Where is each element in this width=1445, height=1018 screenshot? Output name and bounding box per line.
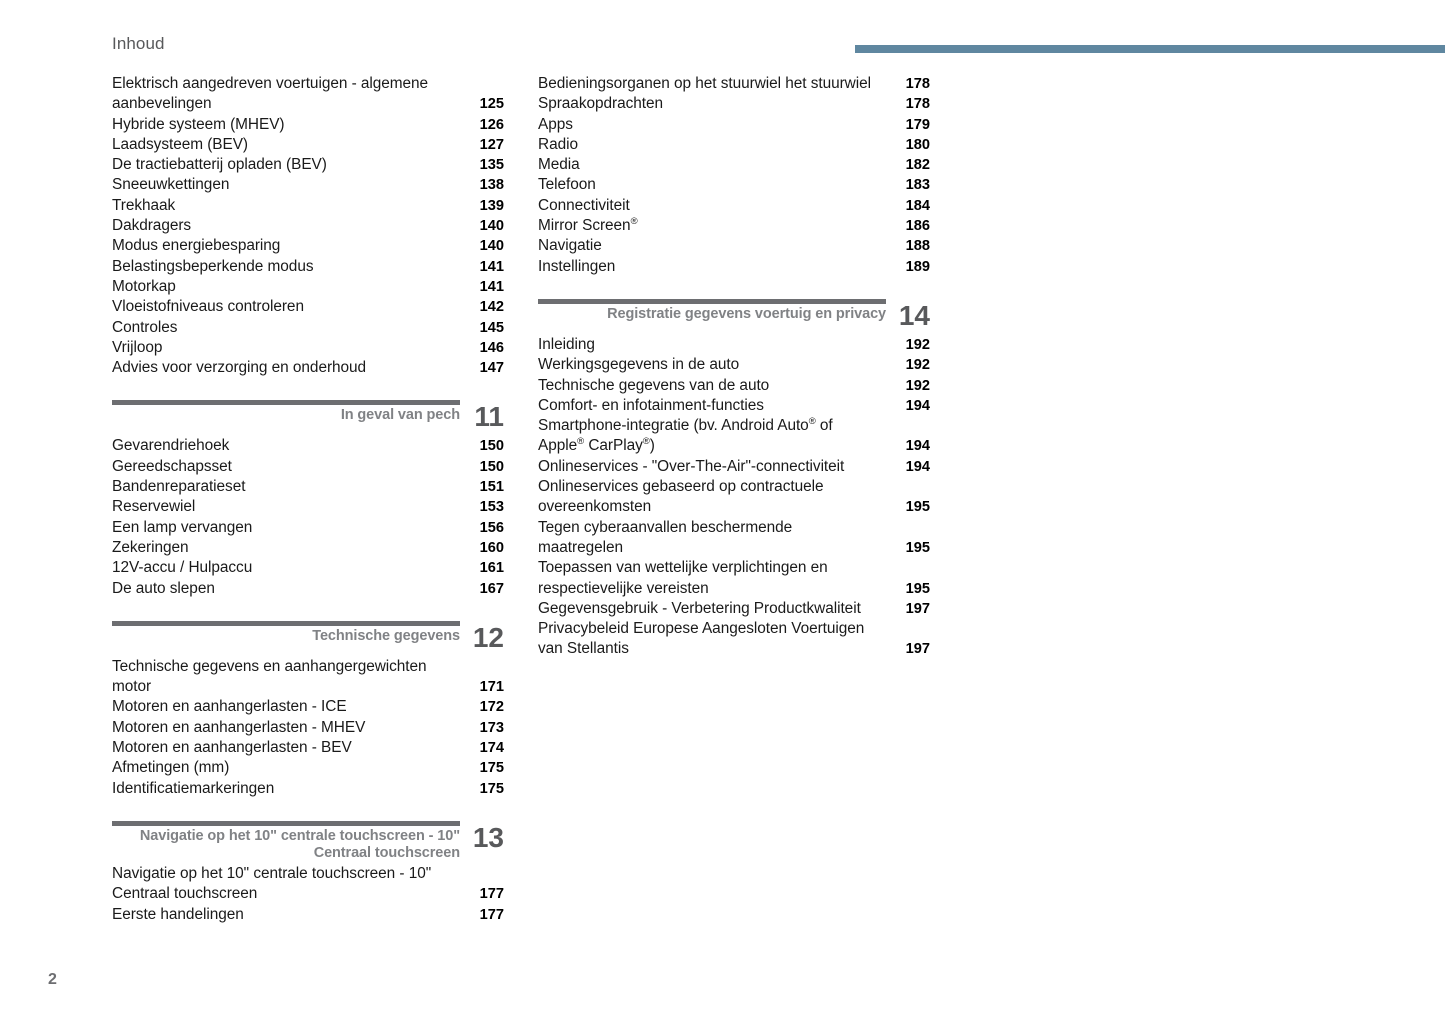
page-header xyxy=(0,0,1445,70)
toc-entry-label-spraakopdrachten: Spraakopdrachten xyxy=(538,95,663,113)
toc-entry-label-privacybeleid-europese-aangesloten-voertuigen-va: Privacybeleid Europese Aangesloten Voertuigen van Stellantis xyxy=(538,620,865,658)
toc-entry-label-motorkap: Motorkap xyxy=(112,277,176,295)
toc-entry-label-toepassen-van-wettelijke-verplichtingen-en-respe: Toepassen van wettelijke verplichtingen en respectievelijke vereisten xyxy=(538,559,828,597)
toc-entry-label-controles: Controles xyxy=(112,318,178,336)
toc-entry[interactable] xyxy=(112,518,504,538)
toc-entry[interactable] xyxy=(112,155,504,175)
toc-entry[interactable] xyxy=(112,74,504,115)
toc-entry-page-number: 139 xyxy=(479,197,504,214)
chapter-header-12[interactable] xyxy=(112,621,504,655)
toc-entry-label-hybride-systeem-mhev: Hybride systeem (MHEV) xyxy=(112,115,285,133)
toc-entry[interactable] xyxy=(538,599,930,619)
toc-entry-label-gevarendriehoek: Gevarendriehoek xyxy=(112,437,230,455)
toc-entry-label-telefoon: Telefoon xyxy=(538,176,596,194)
toc-entry-page-number: 188 xyxy=(905,238,930,255)
toc-entry-page-number: 177 xyxy=(479,906,504,923)
toc-entry[interactable] xyxy=(538,416,930,457)
toc-entry-page-number: 145 xyxy=(479,319,504,336)
toc-entry-page-number: 189 xyxy=(905,258,930,275)
toc-entry-page-number: 138 xyxy=(479,177,504,194)
toc-entry[interactable] xyxy=(538,518,930,559)
toc-entry-page-number: 150 xyxy=(479,438,504,455)
chapter-title-technische-gegevens: Technische gegevens xyxy=(312,627,460,644)
toc-entry[interactable] xyxy=(112,657,504,698)
toc-entry[interactable] xyxy=(112,457,504,477)
toc-entry[interactable] xyxy=(538,236,930,256)
toc-entry[interactable] xyxy=(538,196,930,216)
toc-entry[interactable] xyxy=(538,477,930,518)
toc-entry-label-onlineservices-over-the-air-connectiviteit: Onlineservices - "Over-The-Air"-connectiviteit xyxy=(538,457,845,475)
toc-entry-label-apps: Apps xyxy=(538,115,573,133)
toc-entry[interactable] xyxy=(112,697,504,717)
toc-entry-label-motoren-en-aanhangerlasten-ice: Motoren en aanhangerlasten - ICE xyxy=(112,698,347,716)
toc-entry-page-number: 195 xyxy=(905,499,930,516)
toc-entry-page-number: 171 xyxy=(479,679,504,696)
toc-entry-label-de-tractiebatterij-opladen-bev: De tractiebatterij opladen (BEV) xyxy=(112,156,327,174)
toc-entry-page-number: 175 xyxy=(479,760,504,777)
toc-entry-label-elektrisch-aangedreven-voertuigen-algemene-aanbe: Elektrisch aangedreven voertuigen - algemene aanbevelingen xyxy=(112,75,429,113)
toc-column-right xyxy=(538,74,930,660)
toc-entry[interactable] xyxy=(112,358,504,378)
toc-entry-label-reservewiel: Reservewiel xyxy=(112,498,196,516)
toc-entry-page-number: 195 xyxy=(905,539,930,556)
toc-entry[interactable] xyxy=(112,758,504,778)
page-title: Inhoud xyxy=(112,34,165,53)
toc-entry-page-number: 167 xyxy=(479,580,504,597)
toc-entry-page-number: 194 xyxy=(905,458,930,475)
chapter-title-navigatie-op-het-10-centrale-touchscreen-10-cent: Navigatie op het 10" centrale touchscreen - 10" Centraal touchscreen xyxy=(139,827,460,861)
toc-entry-page-number: 179 xyxy=(905,116,930,133)
toc-entry-label-gereedschapsset: Gereedschapsset xyxy=(112,457,232,475)
toc-entry[interactable] xyxy=(538,457,930,477)
toc-entry[interactable] xyxy=(112,277,504,297)
toc-entry[interactable] xyxy=(112,738,504,758)
chapter-rule xyxy=(538,299,886,304)
page-number: 2 xyxy=(48,971,57,988)
toc-entry-page-number: 177 xyxy=(479,886,504,903)
toc-entry-label-gegevensgebruik-verbetering-productkwaliteit: Gegevensgebruik - Verbetering Productkwaliteit xyxy=(538,599,861,617)
toc-entry-label-media: Media xyxy=(538,156,580,174)
toc-entry-page-number: 178 xyxy=(905,76,930,92)
toc-entry[interactable] xyxy=(538,216,930,236)
toc-entry-label-identificatiemarkeringen: Identificatiemarkeringen xyxy=(112,779,275,797)
toc-entry-page-number: 173 xyxy=(479,719,504,736)
toc-entry-label-smartphone-integratie-bv-android-auto-of-apple-c: Smartphone-integratie (bv. Android Auto® of Apple® CarPlay®) xyxy=(538,416,833,455)
chapter-number-14: 14 xyxy=(898,299,930,331)
toc-entry-page-number: 183 xyxy=(905,177,930,194)
toc-entry[interactable] xyxy=(538,94,930,114)
toc-entry-label-vloeistofniveaus-controleren: Vloeistofniveaus controleren xyxy=(112,298,304,316)
toc-entry-page-number: 146 xyxy=(479,339,504,356)
toc-entry-page-number: 194 xyxy=(905,397,930,414)
toc-entry-page-number: 172 xyxy=(479,699,504,716)
toc-entry[interactable] xyxy=(112,477,504,497)
toc-entry-label-technische-gegevens-en-aanhangergewichten-motor: Technische gegevens en aanhangergewichten motor xyxy=(112,657,427,696)
toc-entry[interactable] xyxy=(538,115,930,135)
toc-entry-page-number: 182 xyxy=(905,157,930,174)
toc-entry-label-modus-energiebesparing: Modus energiebesparing xyxy=(112,237,281,255)
toc-entry-page-number: 161 xyxy=(479,560,504,577)
toc-entry-page-number: 180 xyxy=(905,136,930,153)
toc-entry-page-number: 192 xyxy=(905,336,930,353)
toc-entry-label-radio: Radio xyxy=(538,135,578,153)
toc-entry-page-number: 151 xyxy=(479,479,504,496)
toc-entry-label-eerste-handelingen: Eerste handelingen xyxy=(112,905,244,923)
toc-entry-page-number: 150 xyxy=(479,458,504,475)
chapter-header-14[interactable] xyxy=(538,299,930,333)
toc-entry-label-dakdragers: Dakdragers xyxy=(112,217,192,235)
toc-entry-label-zekeringen: Zekeringen xyxy=(112,538,189,556)
toc-entry[interactable] xyxy=(538,558,930,599)
toc-entry-label-vrijloop: Vrijloop xyxy=(112,338,163,356)
toc-entry-page-number: 135 xyxy=(479,157,504,174)
toc-entry-label-instellingen: Instellingen xyxy=(538,257,616,275)
toc-entry-page-number: 195 xyxy=(905,580,930,597)
toc-entry[interactable] xyxy=(538,396,930,416)
toc-entry-page-number: 140 xyxy=(479,218,504,235)
toc-entry-page-number: 141 xyxy=(479,258,504,275)
toc-entry-label-werkingsgegevens-in-de-auto: Werkingsgegevens in de auto xyxy=(538,356,740,374)
toc-entry-page-number: 140 xyxy=(479,238,504,255)
toc-entry-page-number: 141 xyxy=(479,278,504,295)
toc-entry[interactable] xyxy=(112,236,504,256)
toc-entry-page-number: 147 xyxy=(479,360,504,377)
toc-entry[interactable] xyxy=(112,864,504,905)
toc-entry-label-onlineservices-gebaseerd-op-contractuele-overeen: Onlineservices gebaseerd op contractuele overeenkomsten xyxy=(538,478,824,516)
toc-entry[interactable] xyxy=(112,257,504,277)
toc-entry[interactable] xyxy=(112,718,504,738)
toc-entry[interactable] xyxy=(538,355,930,375)
toc-entry-page-number: 186 xyxy=(905,218,930,235)
chapter-rule xyxy=(112,621,460,626)
toc-entry-label-bandenreparatieset: Bandenreparatieset xyxy=(112,478,246,496)
toc-entry[interactable] xyxy=(538,155,930,175)
toc-entry-page-number: 197 xyxy=(905,600,930,617)
toc-entry[interactable] xyxy=(112,579,504,599)
toc-entry[interactable] xyxy=(538,257,930,277)
chapter-rule xyxy=(112,400,460,405)
toc-entry-label-belastingsbeperkende-modus: Belastingsbeperkende modus xyxy=(112,257,314,275)
chapter-header-11[interactable] xyxy=(112,400,504,434)
toc-entry-page-number: 184 xyxy=(905,197,930,214)
toc-entry-label-comfort-en-infotainment-functies: Comfort- en infotainment-functies xyxy=(538,396,764,414)
toc-entry[interactable] xyxy=(538,74,930,94)
toc-entry-page-number: 153 xyxy=(479,499,504,516)
toc-entry-label-laadsysteem-bev: Laadsysteem (BEV) xyxy=(112,135,249,153)
toc-entry[interactable] xyxy=(538,619,930,660)
toc-entry[interactable] xyxy=(112,135,504,155)
toc-entry-label-inleiding: Inleiding xyxy=(538,335,595,353)
toc-entry-label-een-lamp-vervangen: Een lamp vervangen xyxy=(112,518,253,536)
toc-entry[interactable] xyxy=(112,318,504,338)
toc-entry[interactable] xyxy=(112,216,504,236)
toc-entry-page-number: 126 xyxy=(479,116,504,133)
toc-entry-label-afmetingen-mm: Afmetingen (mm) xyxy=(112,759,230,777)
toc-entry-page-number: 127 xyxy=(479,136,504,153)
toc-entry[interactable] xyxy=(112,196,504,216)
toc-entry-label-tegen-cyberaanvallen-beschermende-maatregelen: Tegen cyberaanvallen beschermende maatregelen xyxy=(538,518,793,556)
toc-entry-label-de-auto-slepen: De auto slepen xyxy=(112,579,215,597)
toc-entry-label-navigatie-op-het-10-centrale-touchscreen-10-cent: Navigatie op het 10" centrale touchscreen - 10" Centraal touchscreen xyxy=(112,864,432,903)
toc-entry-label-technische-gegevens-van-de-auto: Technische gegevens van de auto xyxy=(538,376,770,394)
toc-entry-label-connectiviteit: Connectiviteit xyxy=(538,196,630,214)
toc-entry[interactable] xyxy=(538,335,930,355)
toc-entry-page-number: 160 xyxy=(479,539,504,556)
toc-entry[interactable] xyxy=(112,297,504,317)
chapter-number-13: 13 xyxy=(472,821,504,853)
toc-entry[interactable] xyxy=(112,436,504,456)
toc-entry-label-sneeuwkettingen: Sneeuwkettingen xyxy=(112,176,230,194)
toc-entry-page-number: 194 xyxy=(905,438,930,455)
toc-entry-label-trekhaak: Trekhaak xyxy=(112,196,176,214)
toc-entry[interactable] xyxy=(112,497,504,517)
chapter-header-13[interactable] xyxy=(112,821,504,862)
toc-entry-label-motoren-en-aanhangerlasten-mhev: Motoren en aanhangerlasten - MHEV xyxy=(112,718,366,736)
toc-entry-page-number: 175 xyxy=(479,780,504,797)
toc-entry-page-number: 174 xyxy=(479,740,504,757)
toc-entry[interactable] xyxy=(538,175,930,195)
toc-entry[interactable] xyxy=(538,376,930,396)
toc-column-left xyxy=(112,74,504,925)
chapter-rule xyxy=(112,821,460,826)
toc-entry-page-number: 178 xyxy=(905,96,930,113)
chapter-title-in-geval-van-pech: In geval van pech xyxy=(340,407,460,424)
chapter-number-12: 12 xyxy=(472,621,504,653)
toc-entry[interactable] xyxy=(112,538,504,558)
toc-entry-page-number: 125 xyxy=(479,96,504,113)
chapter-title-registratie-gegevens-voertuig-en-privacy: Registratie gegevens voertuig en privacy xyxy=(607,305,886,322)
toc-entry-page-number: 197 xyxy=(905,641,930,658)
toc-entry-page-number: 192 xyxy=(905,357,930,374)
toc-entry[interactable] xyxy=(112,338,504,358)
toc-entry[interactable] xyxy=(112,779,504,799)
toc-entry-label-12v-accu-hulpaccu: 12V-accu / Hulpaccu xyxy=(112,559,253,577)
toc-entry[interactable] xyxy=(112,175,504,195)
toc-entry[interactable] xyxy=(112,905,504,925)
toc-entry-label-mirror-screen: Mirror Screen® xyxy=(538,215,638,235)
toc-entry-page-number: 192 xyxy=(905,377,930,394)
toc-entry-page-number: 142 xyxy=(479,299,504,316)
toc-entry-label-navigatie: Navigatie xyxy=(538,237,602,255)
toc-entry-label-motoren-en-aanhangerlasten-bev: Motoren en aanhangerlasten - BEV xyxy=(112,739,352,757)
toc-entry-label-bedieningsorganen-op-het-stuurwiel-het-stuurwiel: Bedieningsorganen op het stuurwiel het stuurwiel xyxy=(538,75,871,92)
toc-entry[interactable] xyxy=(538,135,930,155)
chapter-number-11: 11 xyxy=(474,401,504,433)
toc-entry[interactable] xyxy=(112,115,504,135)
header-accent-bar xyxy=(855,45,1445,53)
toc-entry-page-number: 156 xyxy=(479,519,504,536)
toc-entry[interactable] xyxy=(112,558,504,578)
toc-entry-label-advies-voor-verzorging-en-onderhoud: Advies voor verzorging en onderhoud xyxy=(112,359,367,377)
